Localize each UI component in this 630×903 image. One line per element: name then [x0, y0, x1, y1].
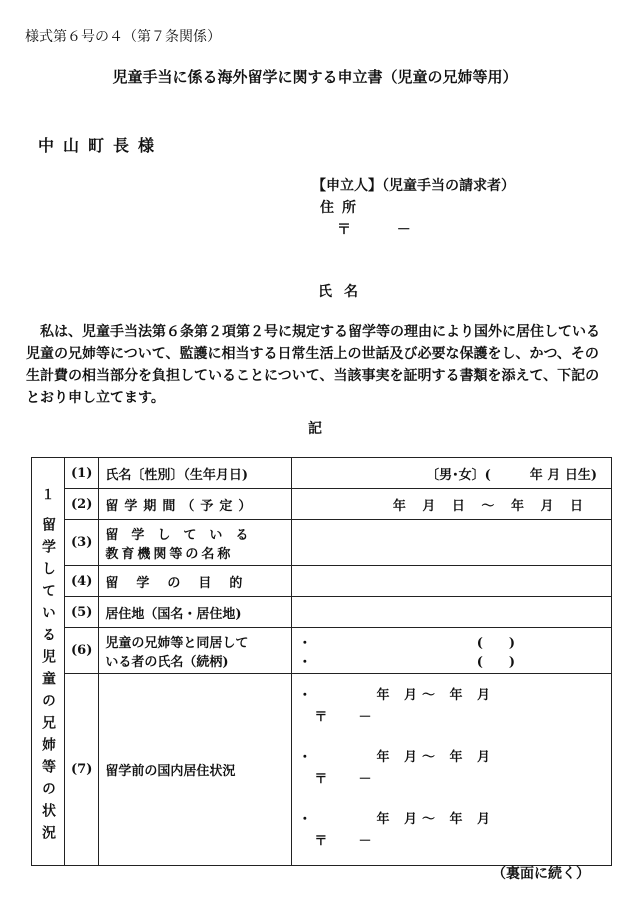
cohabitant-field[interactable] [292, 628, 612, 674]
table-row [32, 520, 612, 566]
institution-name-field[interactable] [292, 520, 612, 566]
row-label [99, 520, 292, 566]
applicant-postal [337, 219, 411, 239]
bullet: ・ [298, 687, 312, 703]
prior-residence-entry [292, 742, 611, 798]
table-row [32, 674, 612, 866]
postal-mark: 〒 [314, 709, 328, 725]
continued-note: （裏面に続く） [492, 866, 590, 882]
addressee: 中山町長様 [38, 136, 164, 155]
table-row [32, 597, 612, 628]
address-label: 住所 [320, 200, 364, 216]
row-label: 居住地（国名・居住地) [99, 597, 292, 628]
row-label: 留学の目的 [99, 566, 292, 597]
row-index: (5) [65, 597, 99, 628]
statement-text: 私は、児童手当法第６条第２項第２号に規定する留学等の理由により国外に居住している児童の兄姉等について、監護に相当する日常生活上の世話及び必要な保護をし、かつ、その生計費の相当部分を負担していることについて、当該事実を証明する書類を添えて、下記のとおり申し立てます。 [26, 324, 600, 406]
status-table [31, 457, 612, 866]
name-label: 氏名 [318, 284, 370, 300]
period: 年 月～ 年 月 [376, 811, 496, 827]
postal-dash: － [358, 771, 372, 787]
section-number: １ [41, 488, 55, 503]
relation-paren: ( ) [476, 654, 515, 670]
row-label-line2: 教育機関等の名称 [105, 546, 234, 562]
row-label: 氏名〔性別〕（生年月日) [99, 458, 292, 489]
postal-mark: 〒 [337, 222, 351, 238]
bullet: ・ [298, 749, 312, 765]
cohabitant-entry [298, 632, 605, 651]
purpose-field[interactable] [292, 566, 612, 597]
section-label-cell [32, 458, 65, 866]
table-row [32, 628, 612, 674]
ki-heading: 記 [308, 421, 322, 437]
row-index: (1) [65, 458, 99, 489]
section-label: 留学している児童の兄姉等の状況 [40, 517, 56, 847]
table-row [32, 489, 612, 520]
prior-residence-field[interactable] [292, 674, 612, 866]
row-label [99, 628, 292, 674]
table-row [32, 458, 612, 489]
applicant-heading: 【申立人】（児童手当の請求者） [312, 178, 515, 194]
postal-mark: 〒 [314, 833, 328, 849]
bullet: ・ [298, 654, 312, 670]
row-label-line1: 児童の兄姉等と同居して [105, 635, 249, 651]
cohabitant-entry [298, 651, 605, 670]
table-row [32, 566, 612, 597]
residence-field[interactable] [292, 597, 612, 628]
name-gender-birth-field[interactable]: 〔男･女〕( 年 月 日生) [292, 458, 612, 489]
postal-dash: － [396, 222, 411, 238]
relation-paren: ( ) [476, 635, 515, 651]
row-label-line2: いる者の氏名（続柄) [105, 654, 229, 670]
row-label: 留学前の国内居住状況 [99, 674, 292, 866]
row-index: (2) [65, 489, 99, 520]
document-title: 児童手当に係る海外留学に関する申立書（児童の兄姉等用） [112, 68, 518, 86]
row-index: (6) [65, 628, 99, 674]
row-index: (7) [65, 674, 99, 866]
bullet: ・ [298, 635, 312, 651]
postal-mark: 〒 [314, 771, 328, 787]
row-index: (3) [65, 520, 99, 566]
row-label-line1: 留学している [105, 527, 262, 543]
bullet: ・ [298, 811, 312, 827]
postal-dash: － [358, 709, 372, 725]
prior-residence-entry [292, 804, 611, 860]
postal-dash: － [358, 833, 372, 849]
study-period-field[interactable]: 年 月 日 ～ 年 月 日 [292, 489, 612, 520]
row-index: (4) [65, 566, 99, 597]
period: 年 月～ 年 月 [376, 749, 496, 765]
form-number: 様式第６号の４（第７条関係） [25, 29, 221, 45]
prior-residence-entry [292, 680, 611, 736]
period: 年 月～ 年 月 [376, 687, 496, 703]
row-label: 留学期間（予定） [99, 489, 292, 520]
